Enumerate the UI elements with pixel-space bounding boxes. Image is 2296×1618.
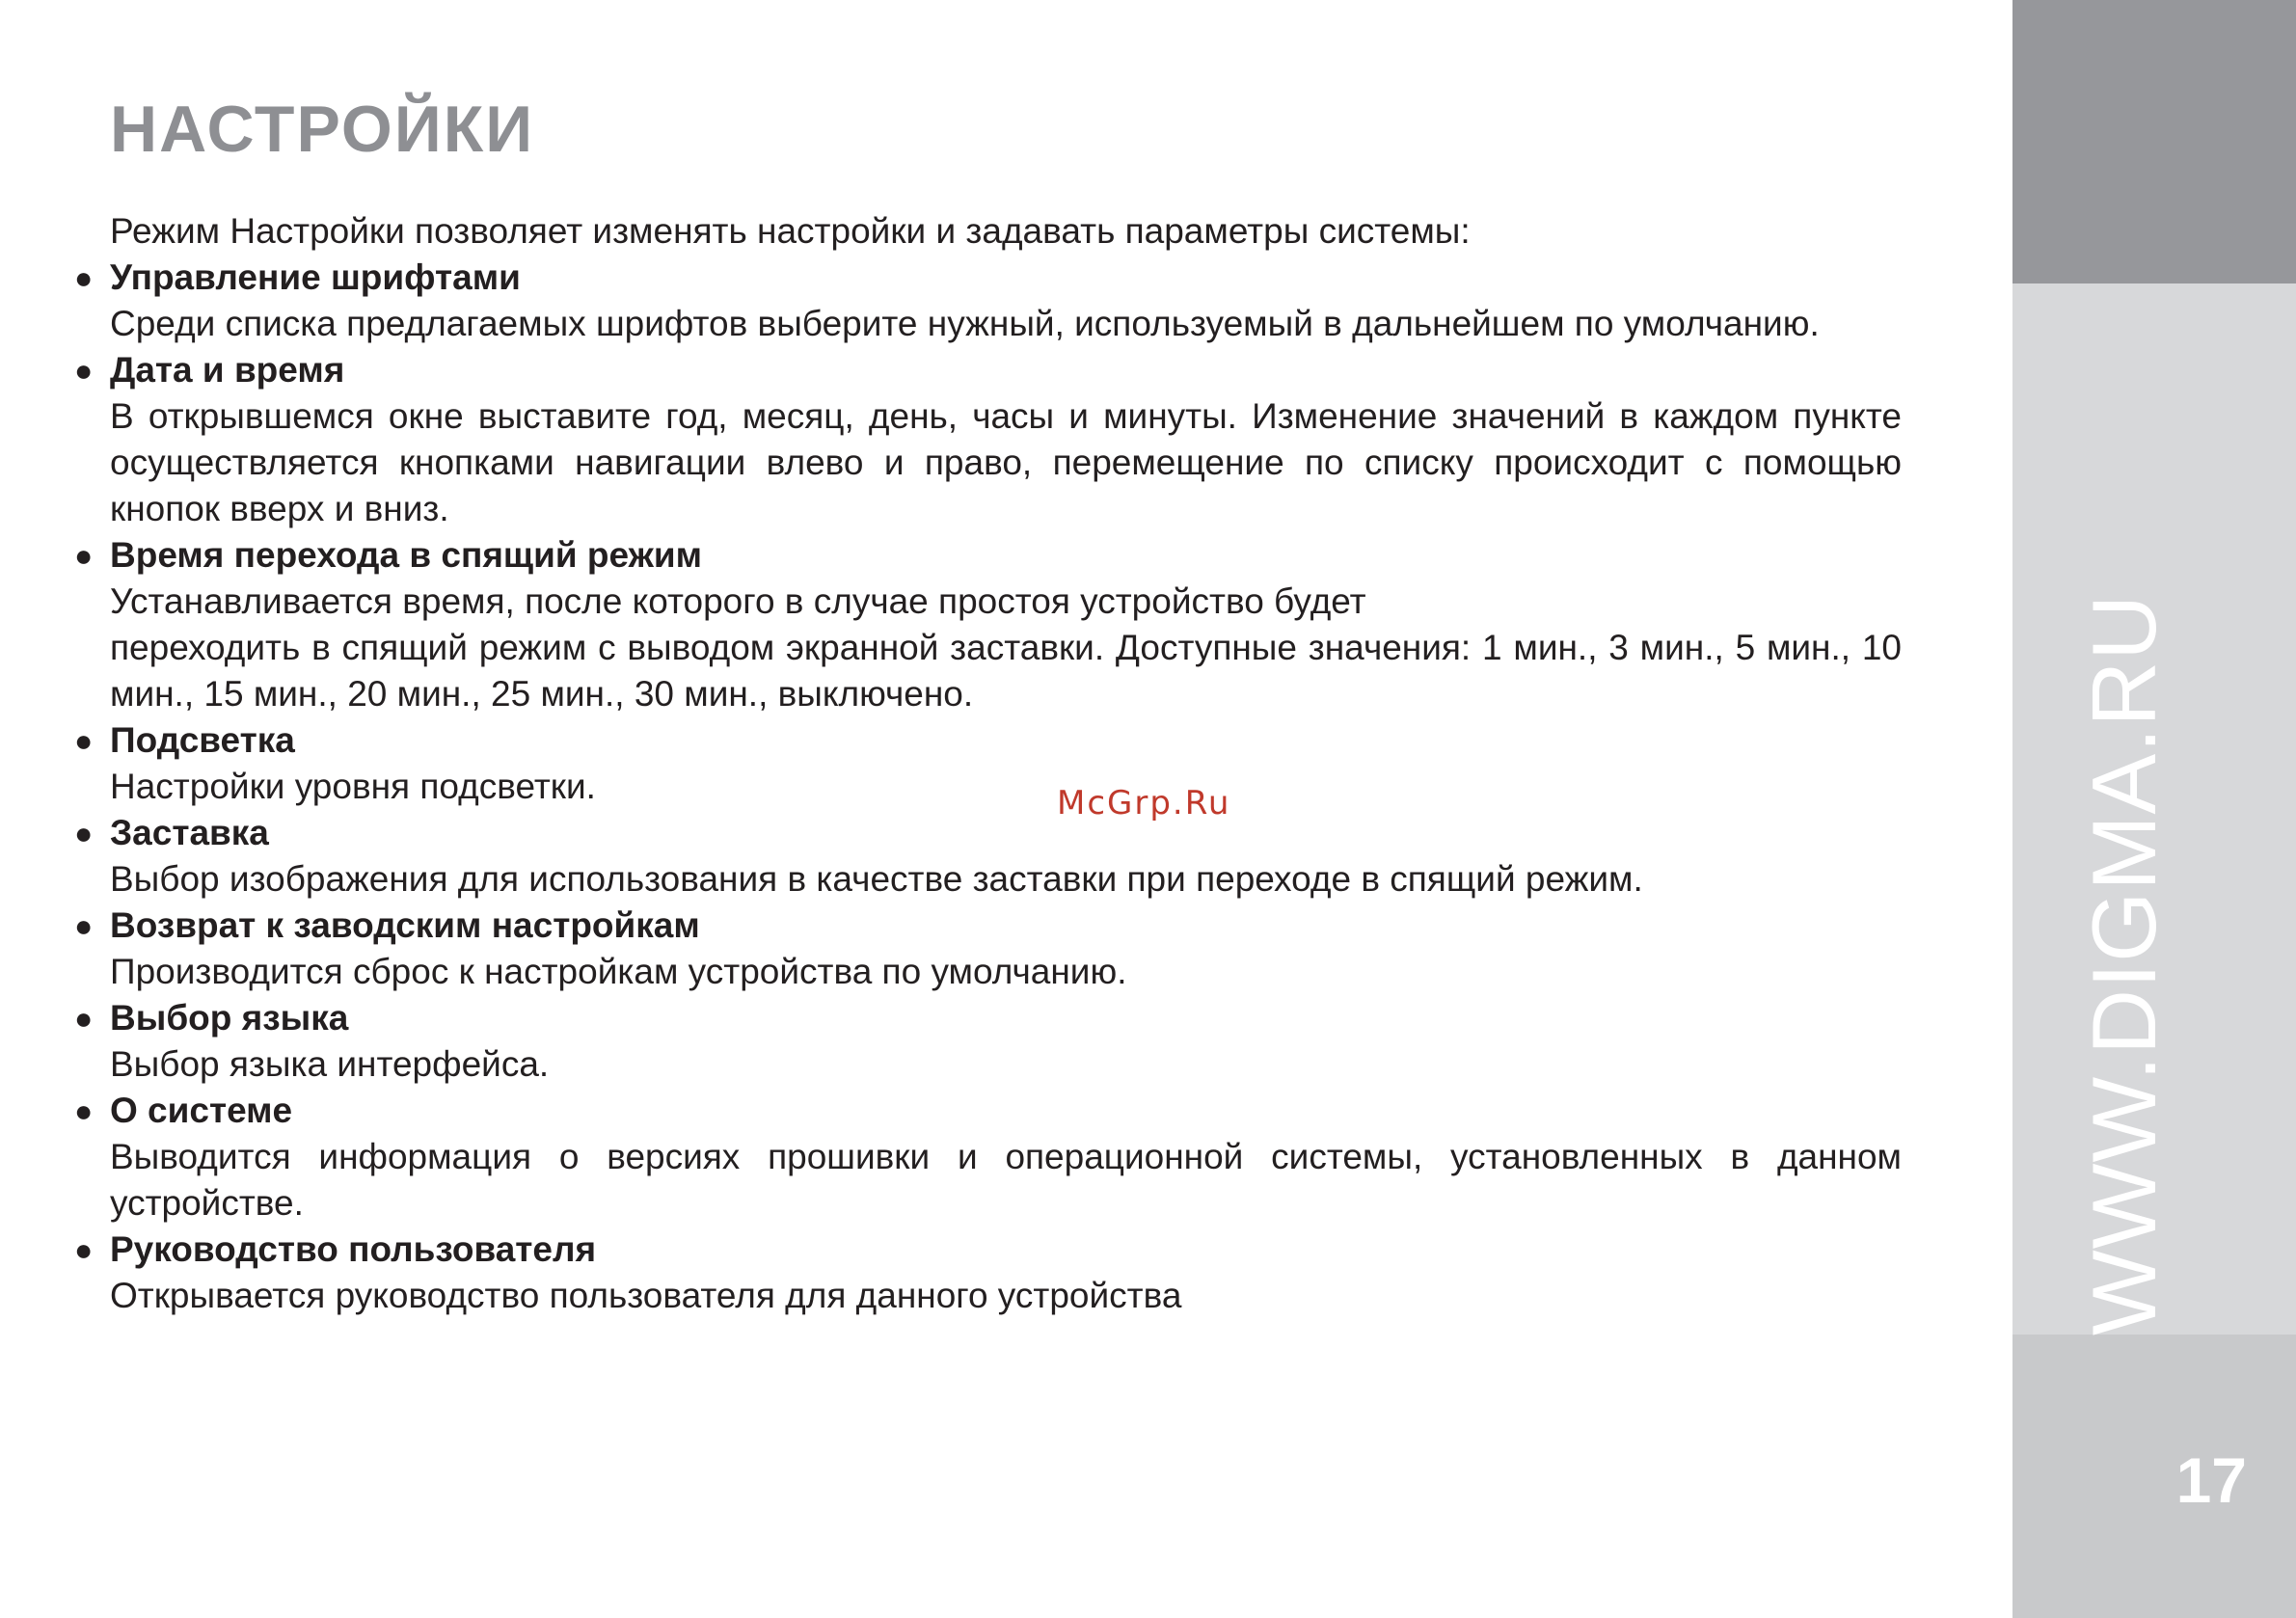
list-item bbox=[74, 255, 1902, 347]
bullet-icon: ● bbox=[74, 723, 94, 758]
page-title: НАСТРОЙКИ bbox=[110, 93, 535, 166]
item-title: Руководство пользователя bbox=[110, 1229, 597, 1269]
item-description: Открывается руководство пользователя для данного устройства bbox=[110, 1276, 1182, 1315]
sidebar-top-block bbox=[2012, 0, 2296, 283]
list-item bbox=[74, 347, 1902, 532]
item-description: Среди списка предлагаемых шрифтов выберите нужный, используемый в дальнейшем по умолчанию. bbox=[110, 304, 1820, 343]
settings-list bbox=[74, 255, 1902, 1319]
item-description: Выбор изображения для использования в качестве заставки при переходе в спящий режим. bbox=[110, 859, 1643, 899]
item-description-line1: Устанавливается время, после которого в случае простоя устройство будет bbox=[110, 581, 1366, 621]
item-description: Настройки уровня подсветки. bbox=[110, 767, 596, 806]
watermark: McGrp.Ru bbox=[1057, 784, 1231, 822]
item-title: Подсветка bbox=[110, 720, 295, 760]
bullet-icon: ● bbox=[74, 908, 94, 943]
item-title: Время перехода в спящий режим bbox=[110, 535, 702, 575]
item-description: Выводится информация о версиях прошивки и операционной системы, установленных в данном устройстве. bbox=[110, 1137, 1902, 1223]
bullet-icon: ● bbox=[74, 1232, 94, 1267]
list-item bbox=[74, 903, 1902, 995]
list-item bbox=[74, 995, 1902, 1088]
bullet-icon: ● bbox=[74, 260, 94, 295]
list-item bbox=[74, 810, 1902, 903]
list-item bbox=[74, 1088, 1902, 1227]
page-number: 17 bbox=[2175, 1444, 2247, 1516]
bullet-icon: ● bbox=[74, 1093, 94, 1128]
item-description: В открывшемся окне выставите год, месяц, день, часы и минуты. Изменение значений в каждом пункте осуществляется кнопками навигации влево и право, перемещение по списку происходит с помощью кнопок вверх и вниз. bbox=[110, 396, 1902, 528]
list-item bbox=[74, 1227, 1902, 1319]
item-title: Управление шрифтами bbox=[110, 257, 521, 297]
list-item bbox=[74, 717, 1902, 810]
item-title: О системе bbox=[110, 1091, 293, 1130]
item-title: Дата и время bbox=[110, 350, 345, 390]
item-title: Заставка bbox=[110, 813, 269, 852]
bullet-icon: ● bbox=[74, 538, 94, 573]
bullet-icon: ● bbox=[74, 1001, 94, 1036]
item-title: Возврат к заводским настройкам bbox=[110, 905, 700, 945]
list-item bbox=[74, 532, 1902, 717]
item-description: Выбор языка интерфейса. bbox=[110, 1044, 550, 1084]
bullet-icon: ● bbox=[74, 353, 94, 388]
website-url: WWW.DIGMA.RU bbox=[2073, 593, 2174, 1335]
settings-content bbox=[74, 208, 1902, 1319]
intro-text: Режим Настройки позволяет изменять настройки и задавать параметры системы: bbox=[110, 211, 1471, 251]
item-title: Выбор языка bbox=[110, 998, 349, 1038]
bullet-icon: ● bbox=[74, 816, 94, 850]
item-description-line2: переходить в спящий режим с выводом экранной заставки. Доступные значения: 1 мин., 3 мин., 5 мин., 10 мин., 15 мин., 20 мин., 25 мин., 30 мин., выключено. bbox=[110, 628, 1902, 714]
item-description: Производится сброс к настройкам устройства по умолчанию. bbox=[110, 952, 1127, 991]
